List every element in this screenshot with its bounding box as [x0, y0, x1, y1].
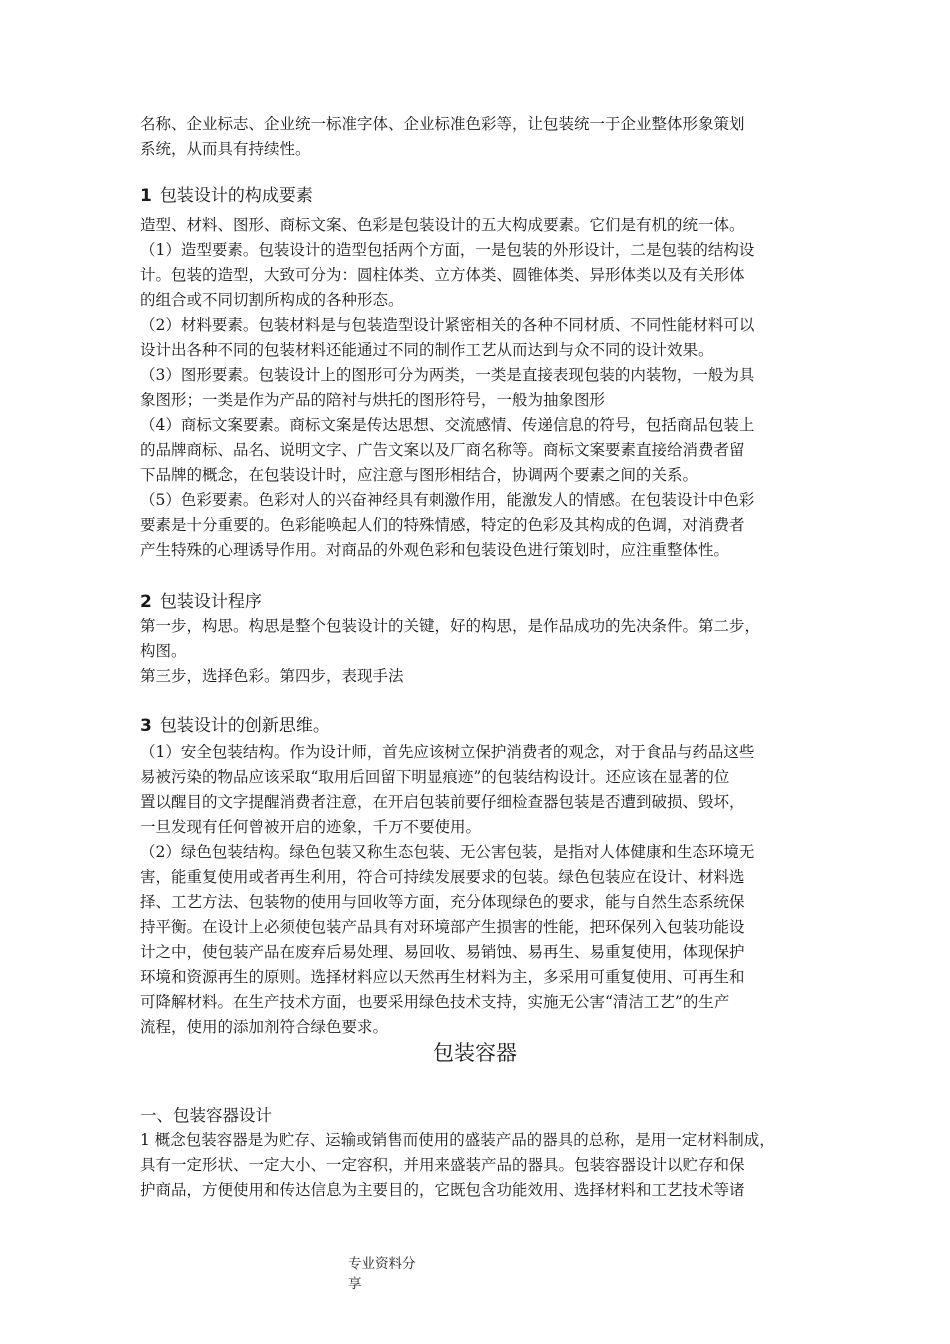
page-footer: [348, 1254, 416, 1294]
text-line: 择、工艺方法、包装物的使用与回收等方面，充分体现绿色的要求，能与自然生态系统保: [140, 893, 745, 911]
text-line: 第一步，构思。构思是整个包装设计的关键，好的构思，是作品成功的先决条件。第二步，: [140, 617, 761, 635]
section-number: 3: [140, 716, 152, 736]
section-heading-2: [140, 590, 262, 614]
text-line: 持平衡。在设计上必须使包装产品具有对环境部产生损害的性能，把环保列入包装功能设: [140, 918, 745, 936]
intro-paragraph: [140, 112, 830, 162]
text-line: 的品牌商标、品名、说明文字、广告文案以及厂商名称等。商标文案要素直接给消费者留: [140, 441, 745, 459]
text-line: （1）造型要素。包装设计的造型包括两个方面，一是包装的外形设计，二是包装的结构设: [140, 241, 755, 259]
section-2-body: [140, 614, 830, 689]
text-line: 护商品，方便使用和传达信息为主要目的，它既包含功能效用、选择材料和工艺技术等诸: [140, 1181, 745, 1199]
text-line: 象图形；一类是作为产品的陪衬与烘托的图形符号，一般为抽象图形: [140, 391, 606, 409]
text-line: 造型、材料、图形、商标文案、色彩是包装设计的五大构成要素。它们是有机的统一体。: [140, 216, 745, 234]
section-number: 2: [140, 592, 152, 612]
text-line: （4）商标文案要素。商标文案是传达思想、交流感情、传递信息的符号，包括商品包装上: [140, 416, 755, 434]
text-line: 第三步，选择色彩。第四步，表现手法: [140, 667, 404, 685]
text-line: （3）图形要素。包装设计上的图形可分为两类，一类是直接表现包装的内装物，一般为具: [140, 366, 755, 384]
text-line: 计。包装的造型，大致可分为：圆柱体类、立方体类、圆锥体类、异形体类以及有关形体: [140, 266, 745, 284]
part-1: [140, 1103, 830, 1203]
text-line: 要素是十分重要的。色彩能唤起人们的特殊情感，特定的色彩及其构成的色调，对消费者: [140, 516, 745, 534]
text-line: 的组合或不同切割所构成的各种形态。: [140, 291, 404, 309]
text-line: （1）安全包装结构。作为设计师，首先应该树立保护消费者的观念，对于食品与药品这些: [140, 743, 755, 761]
text-line: 构图。: [140, 642, 187, 660]
text-line: 流程，使用的添加剂符合绿色要求。: [140, 1018, 389, 1036]
section-heading-3: [140, 714, 330, 738]
text-line: 易被污染的物品应该采取“取用后回留下明显痕迹”的包装结构设计。还应该在显著的位: [140, 768, 730, 786]
section-number: 1: [140, 186, 152, 206]
text-line: 名称、企业标志、企业统一标准字体、企业标准色彩等，让包装统一于企业整体形象策划: [140, 115, 745, 133]
text-line: 系统，从而具有持续性。: [140, 140, 311, 158]
section-title: 包装设计的创新思维。: [159, 716, 330, 736]
section-heading-1: [140, 184, 313, 208]
text-line: （5）色彩要素。色彩对人的兴奋神经具有刺激作用，能激发人的情感。在包装设计中色彩: [140, 491, 755, 509]
text-line: （2）材料要素。包装材料是与包装造型设计紧密相关的各种不同材质、不同性能材料可以: [140, 316, 755, 334]
text-line: （2）绿色包装结构。绿色包装又称生态包装、无公害包装，是指对人体健康和生态环境无: [140, 843, 755, 861]
text-line: 具有一定形状、一定大小、一定容积，并用来盛装产品的器具。包装容器设计以贮存和保: [140, 1156, 745, 1174]
footer-line: 享: [348, 1276, 362, 1292]
chapter-title: 包装容器: [433, 1041, 517, 1065]
text-line: 置以醒目的文字提醒消费者注意，在开启包装前要仔细检查器包装是否遭到破损、毁坏，: [140, 793, 745, 811]
text-line: 1 概念包装容器是为贮存、运输或销售而使用的盛装产品的器具的总称，是用一定材料制成，: [140, 1131, 775, 1149]
section-title: 包装设计的构成要素: [159, 186, 313, 206]
section-3-body: [140, 740, 830, 1040]
text-line: 可降解材料。在生产技术方面，也要采用绿色技术支持，实施无公害“清洁工艺”的生产: [140, 993, 730, 1011]
section-title: 包装设计程序: [159, 592, 262, 612]
part-heading: 一、包装容器设计: [140, 1106, 272, 1125]
text-line: 一旦发现有任何曾被开启的迹象，千万不要使用。: [140, 818, 482, 836]
footer-line: 专业资料分: [348, 1256, 416, 1272]
text-line: 环境和资源再生的原则。选择材料应以天然再生材料为主，多采用可重复使用、可再生和: [140, 968, 745, 986]
text-line: 产生特殊的心理诱导作用。对商品的外观色彩和包装设色进行策划时，应注重整体性。: [140, 541, 730, 559]
text-line: 害，能重复使用或者再生利用，符合可持续发展要求的包装。绿色包装应在设计、材料选: [140, 868, 745, 886]
text-line: 下品牌的概念，在包装设计时，应注意与图形相结合，协调两个要素之间的关系。: [140, 466, 699, 484]
text-line: 计之中，使包装产品在废弃后易处理、易回收、易销蚀、易再生、易重复使用，体现保护: [140, 943, 745, 961]
text-line: 设计出各种不同的包装材料还能通过不同的制作工艺从而达到与众不同的设计效果。: [140, 341, 714, 359]
section-1-body: [140, 213, 830, 563]
